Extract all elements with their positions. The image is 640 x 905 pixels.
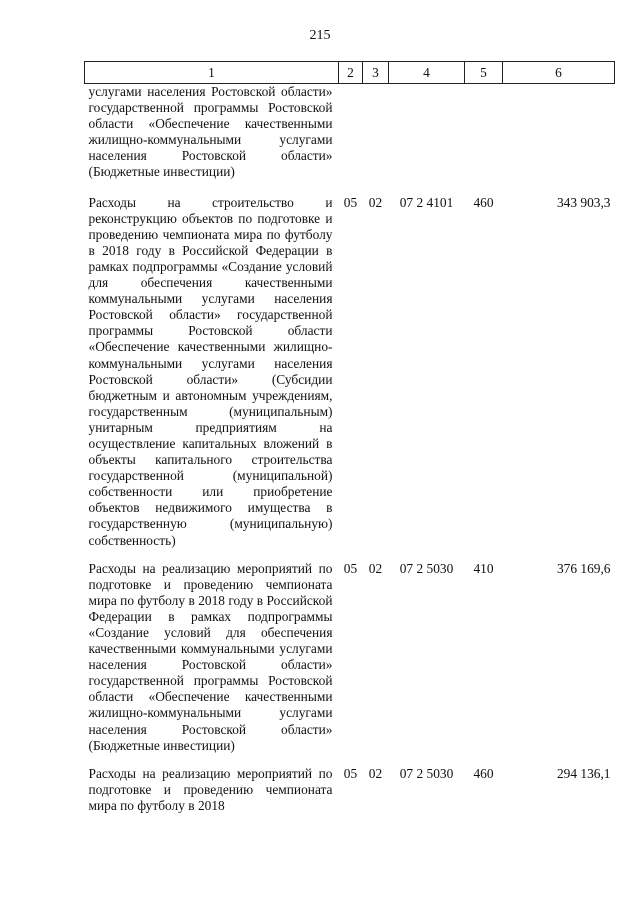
row-subsection-code: 02 xyxy=(368,560,383,576)
budget-table xyxy=(84,61,615,826)
table-row xyxy=(85,766,615,826)
table-row xyxy=(85,195,615,561)
table-header-row xyxy=(85,62,615,84)
row-description: Расходы на реализацию мероприятий по подготовке и проведению чемпионата мира по футболу в 2018 году в Российской Федерации в рамках подпрограммы «Создание условий для обеспечения качественными коммунальными услугами населения Ростовской области» государственной программы Ростовской области «Обеспечение качественными жилищно-коммунальными услугами населения Ростовской области» (Бюджетные инвестиции) xyxy=(88,560,333,753)
column-header-2: 2 xyxy=(339,62,363,84)
row-section-code: 05 xyxy=(343,560,358,576)
row-target-article-code: 07 2 5030 xyxy=(399,765,454,781)
row-expense-type-code: 460 xyxy=(473,194,494,210)
row-amount: 343 903,3 xyxy=(556,194,611,210)
column-header-1: 1 xyxy=(85,62,339,84)
row-description: Расходы на строительство и реконструкцию объектов по подготовке и проведению чемпионата мира по футболу в 2018 году в Российской Федерации в рамках подпрограммы «Создание условий для обеспечения качественными коммунальными услугами населения Ростовской области» государственной программы Ростовской области «Обеспечение качественными жилищно-коммунальными услугами населения Ростовской области» (Субсидии бюджетным и автономным учреждениям, государственным (муниципальным) унитарным предприятиям на осуществление капитальных вложений в объекты капитального строительства государственной (муниципальной) собственности или приобретение объектов недвижимого имущества в государственную (муниципальную) собственность) xyxy=(88,194,333,548)
table-row xyxy=(85,84,615,195)
row-section-code: 05 xyxy=(343,194,358,210)
row-target-article-code: 07 2 4101 xyxy=(399,194,454,210)
column-header-5: 5 xyxy=(465,62,503,84)
column-header-4: 4 xyxy=(389,62,465,84)
row-amount: 376 169,6 xyxy=(556,560,611,576)
row-target-article-code xyxy=(389,84,465,195)
page-number: 215 xyxy=(309,28,331,43)
column-header-6: 6 xyxy=(503,62,615,84)
row-expense-type-code: 410 xyxy=(473,560,494,576)
row-section-code xyxy=(339,84,363,195)
row-amount xyxy=(503,84,615,195)
row-description: услугами населения Ростовской области» государственной программы Ростовской области «Обеспечение качественными жилищно-коммунальными услугами населения Ростовской области» (Бюджетные инвестиции) xyxy=(88,84,333,180)
row-amount: 294 136,1 xyxy=(556,765,611,781)
row-target-article-code: 07 2 5030 xyxy=(399,560,454,576)
row-section-code: 05 xyxy=(343,765,358,781)
row-subsection-code xyxy=(363,84,389,195)
row-description: Расходы на реализацию мероприятий по подготовке и проведению чемпионата мира по футболу в 2018 xyxy=(88,765,333,813)
row-subsection-code: 02 xyxy=(368,194,383,210)
row-expense-type-code: 460 xyxy=(473,765,494,781)
row-expense-type-code xyxy=(465,84,503,195)
row-subsection-code: 02 xyxy=(368,765,383,781)
column-header-3: 3 xyxy=(363,62,389,84)
table-row xyxy=(85,561,615,766)
